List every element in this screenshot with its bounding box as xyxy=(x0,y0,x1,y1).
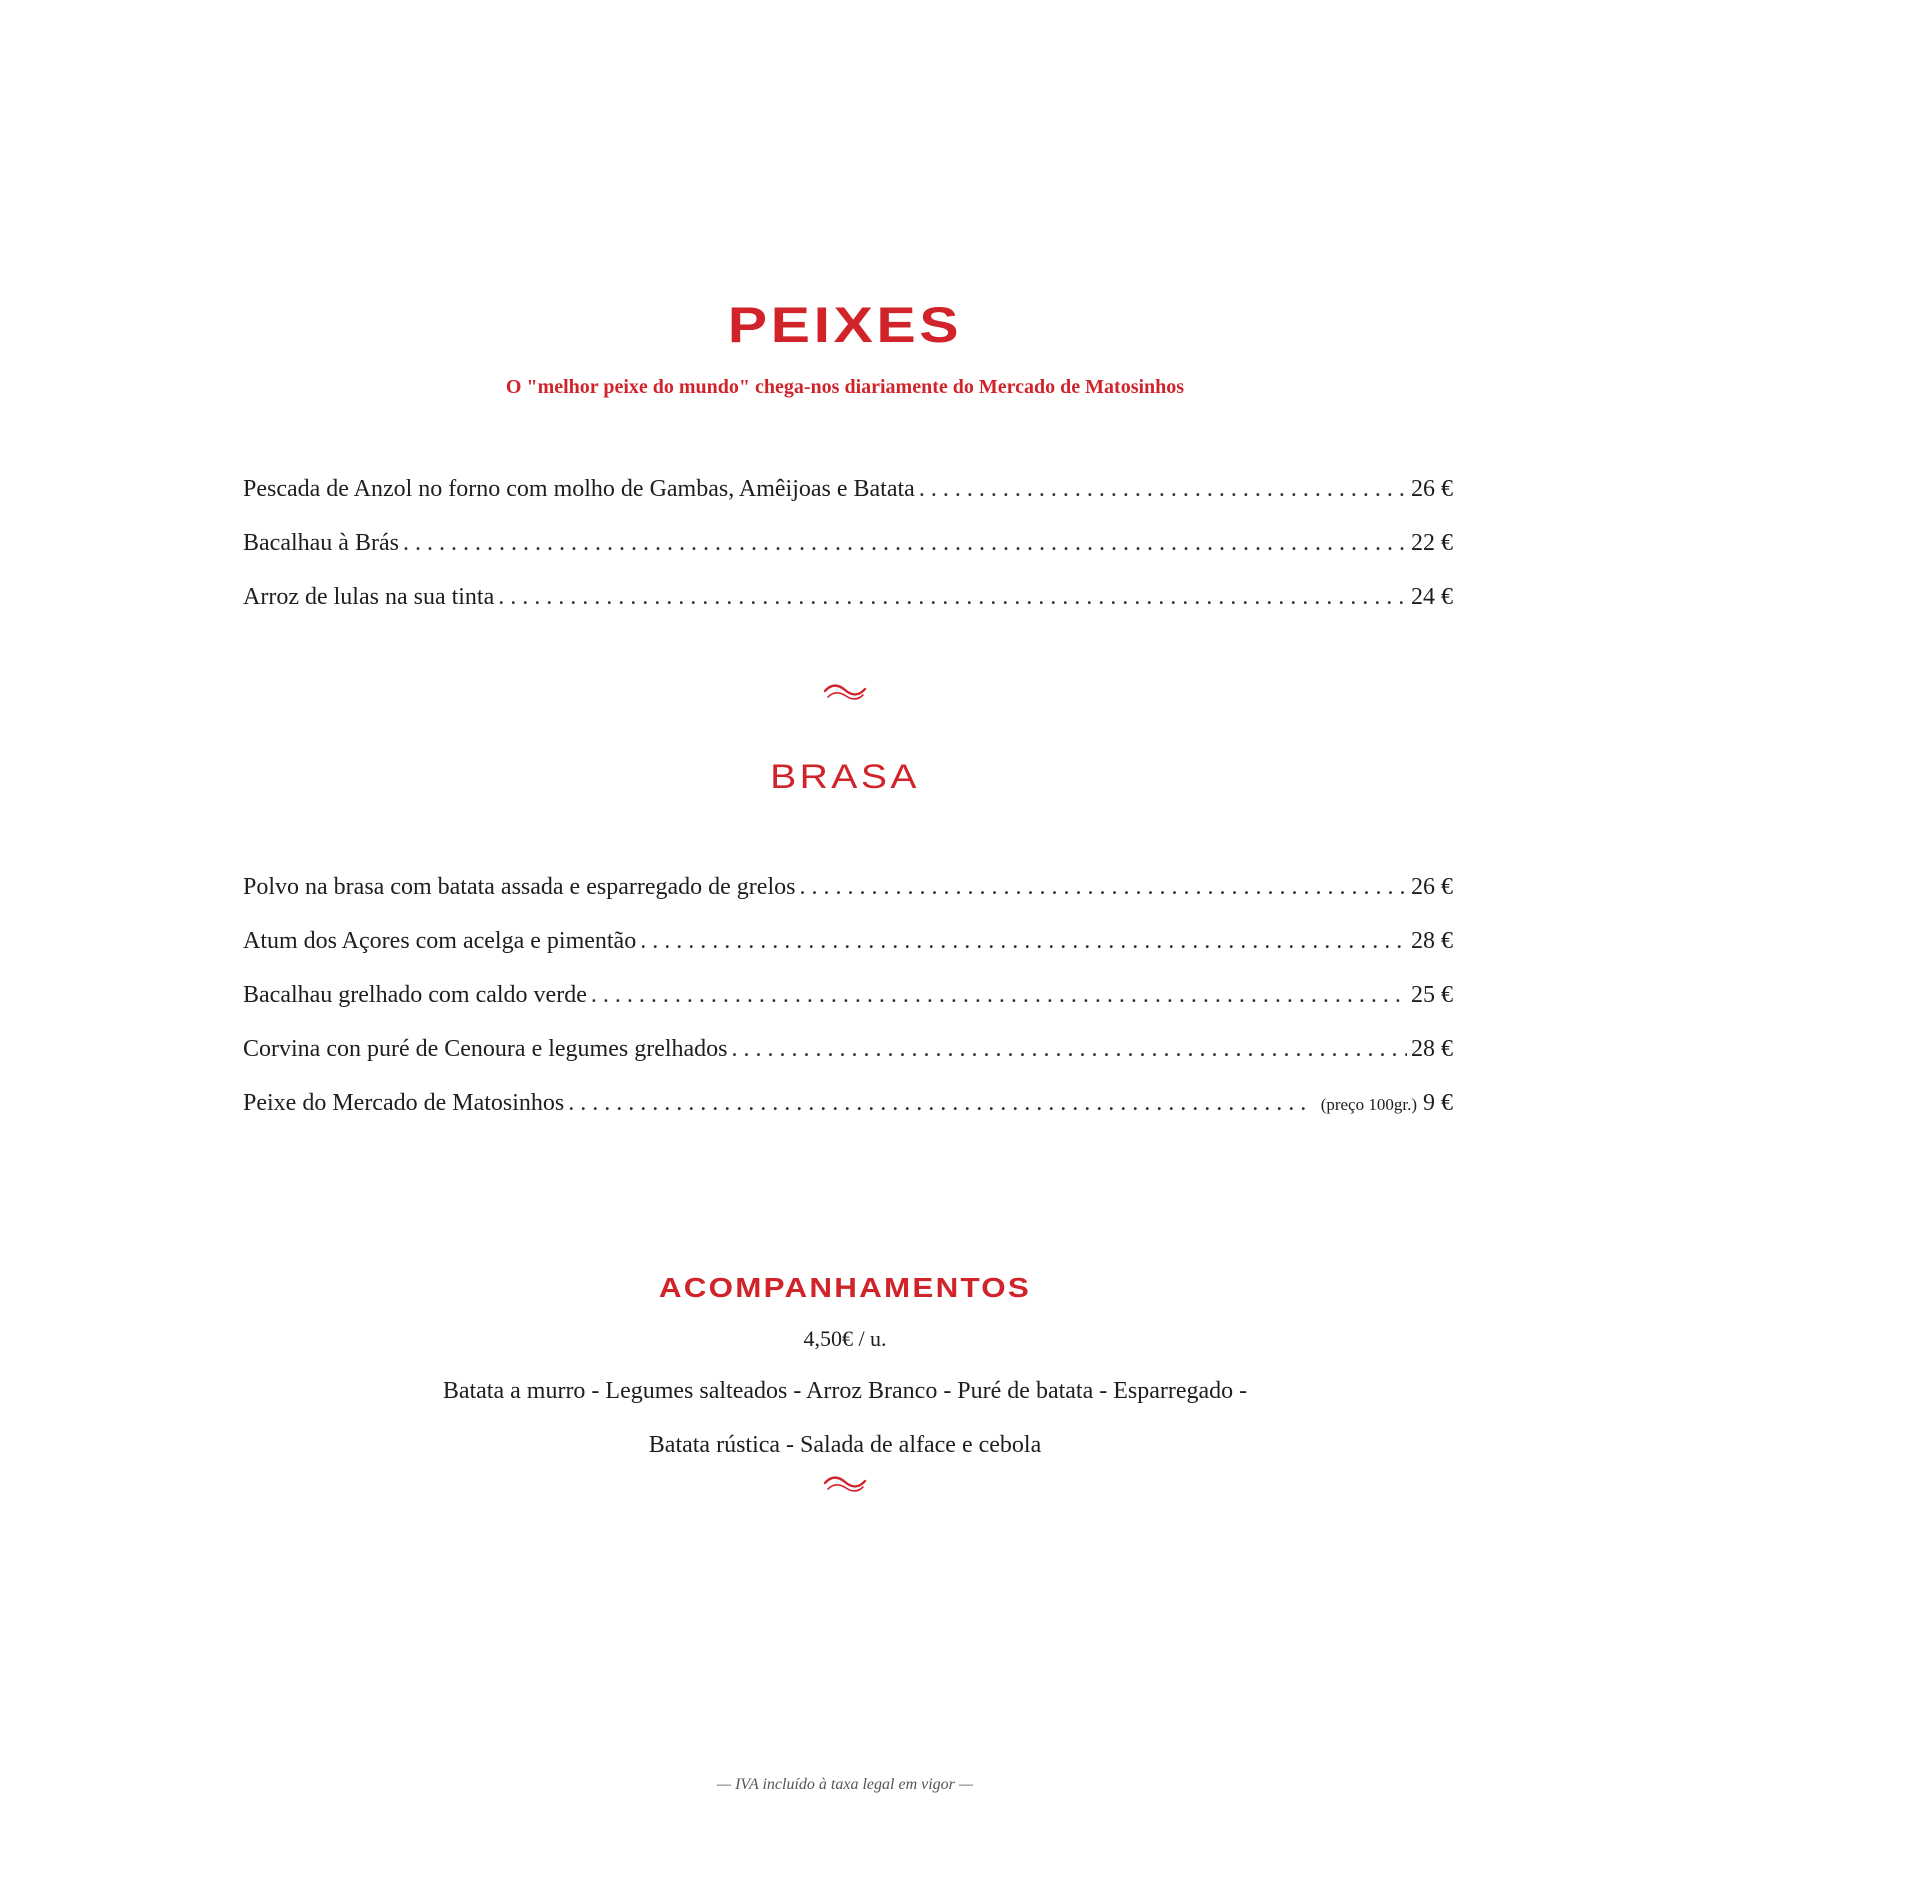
swirl-divider-icon xyxy=(0,682,1690,708)
menu-item-name: Polvo na brasa com batata assada e esparregado de grelos xyxy=(243,874,796,900)
menu-item-price: 26 € xyxy=(1411,476,1453,502)
section-title-brasa: BRASA xyxy=(770,758,920,796)
dot-leader xyxy=(919,476,1407,503)
footer-tax-note: — IVA incluído à taxa legal em vigor — xyxy=(716,1776,974,1793)
acompanhamentos-price: 4,50€ / u. xyxy=(803,1326,887,1351)
acompanhamentos-list-line: Batata a murro - Legumes salteados - Arroz Branco - Puré de batata - Esparregado - xyxy=(442,1378,1248,1404)
menu-list-brasa xyxy=(243,874,1453,1144)
menu-item-price: 9 € xyxy=(1423,1090,1453,1116)
dot-leader xyxy=(591,982,1407,1009)
menu-item-price-note: (preço 100gr.) xyxy=(1320,1095,1417,1114)
menu-item-name: Peixe do Mercado de Matosinhos xyxy=(243,1090,565,1116)
menu-item xyxy=(243,1090,1453,1144)
menu-item-name: Corvina con puré de Cenoura e legumes grelhados xyxy=(243,1036,728,1062)
menu-item-name: Bacalhau grelhado com caldo verde xyxy=(243,982,587,1008)
dot-leader xyxy=(732,1036,1407,1063)
dot-leader xyxy=(640,928,1407,955)
menu-item xyxy=(243,1036,1453,1090)
menu-item-price: 25 € xyxy=(1411,982,1453,1008)
menu-item-price: 22 € xyxy=(1411,530,1453,556)
swirl-divider-icon xyxy=(0,1474,1690,1500)
menu-item-name: Arroz de lulas na sua tinta xyxy=(243,584,495,610)
section-subtitle-peixes: O "melhor peixe do mundo" chega-nos diariamente do Mercado de Matosinhos xyxy=(505,376,1185,398)
menu-item xyxy=(243,584,1453,638)
menu-item-price: 28 € xyxy=(1411,928,1453,954)
menu-item-price: 28 € xyxy=(1411,1036,1453,1062)
dot-leader xyxy=(568,1090,1308,1117)
menu-item-price: 26 € xyxy=(1411,874,1453,900)
dot-leader xyxy=(799,874,1407,901)
menu-item xyxy=(243,982,1453,1036)
menu-item xyxy=(243,530,1453,584)
dot-leader xyxy=(498,584,1407,611)
dot-leader xyxy=(403,530,1407,557)
section-title-peixes: PEIXES xyxy=(727,297,963,353)
menu-item-name: Bacalhau à Brás xyxy=(243,530,399,556)
menu-item xyxy=(243,928,1453,982)
section-title-acompanhamentos: ACOMPANHAMENTOS xyxy=(658,1272,1032,1303)
menu-list-peixes xyxy=(243,476,1453,638)
menu-item xyxy=(243,476,1453,530)
acompanhamentos-list-line: Batata rústica - Salada de alface e cebola xyxy=(648,1432,1042,1458)
menu-item-price: 24 € xyxy=(1411,584,1453,610)
menu-item-name: Atum dos Açores com acelga e pimentão xyxy=(243,928,637,954)
menu-item-name: Pescada de Anzol no forno com molho de Gambas, Amêijoas e Batata xyxy=(243,476,915,502)
menu-item xyxy=(243,874,1453,928)
